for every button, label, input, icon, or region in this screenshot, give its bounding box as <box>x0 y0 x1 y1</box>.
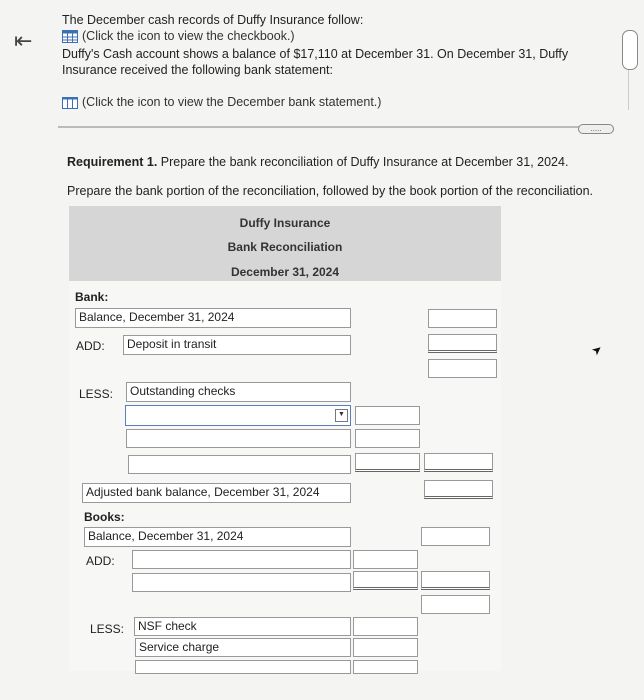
more-button[interactable]: ..... <box>578 124 614 134</box>
statement-title: Bank Reconciliation <box>227 240 343 254</box>
checkbook-link[interactable] <box>62 28 568 44</box>
instruction-text: Prepare the bank portion of the reconciliation, followed by the book portion of the reconciliation. <box>67 184 594 198</box>
outstanding-check-select-2[interactable] <box>126 429 351 448</box>
books-less-label: LESS: <box>90 622 125 636</box>
bank-balance-label: Balance, December 31, 2024 <box>75 308 351 328</box>
books-subtotal-amount[interactable] <box>421 595 490 614</box>
service-charge-amount[interactable] <box>353 638 418 657</box>
adjusted-bank-balance-label: Adjusted bank balance, December 31, 2024 <box>82 483 351 503</box>
intro-line-4: Insurance received the following bank statement: <box>62 63 333 77</box>
bank-balance-amount[interactable] <box>428 309 497 328</box>
requirement-text <box>67 155 568 169</box>
statement-link-text[interactable]: (Click the icon to view the December bank statement.) <box>82 97 382 109</box>
outstanding-check-amount-2[interactable] <box>355 429 420 448</box>
outstanding-check-select[interactable] <box>125 405 351 426</box>
books-add-select-2[interactable] <box>132 573 351 592</box>
outstanding-checks-label: Outstanding checks <box>126 382 351 402</box>
books-add-total[interactable] <box>421 571 490 590</box>
deposit-in-transit-label: Deposit in transit <box>123 335 351 355</box>
books-less-select-3[interactable] <box>135 660 351 674</box>
books-add-amount-2[interactable] <box>353 571 418 590</box>
deposit-in-transit-amount[interactable] <box>428 334 497 353</box>
books-add-amount-1[interactable] <box>353 550 418 569</box>
scrollbar-thumb[interactable] <box>622 30 638 70</box>
scrollbar-track <box>628 70 629 110</box>
checkbook-link-text[interactable]: (Click the icon to view the checkbook.) <box>82 29 295 43</box>
outstanding-check-amount-3[interactable] <box>355 453 420 472</box>
mouse-cursor-icon: ➤ <box>588 341 606 359</box>
table-icon[interactable] <box>62 30 78 43</box>
requirement-label: Requirement 1. <box>67 155 158 169</box>
book-balance-label: Balance, December 31, 2024 <box>84 527 351 547</box>
outstanding-check-select-3[interactable] <box>128 455 351 474</box>
bank-section-label: Bank: <box>75 290 109 304</box>
statement-link-clipped[interactable] <box>62 97 482 109</box>
books-add-label: ADD: <box>86 554 115 568</box>
bank-less-label: LESS: <box>79 387 114 401</box>
company-name: Duffy Insurance <box>239 216 331 230</box>
adjusted-bank-balance-amount[interactable] <box>424 480 493 499</box>
table-icon[interactable] <box>62 97 78 109</box>
books-less-amount-3[interactable] <box>353 660 418 674</box>
outstanding-checks-total[interactable] <box>424 453 493 472</box>
book-balance-amount[interactable] <box>421 527 490 546</box>
service-charge-label: Service charge <box>135 638 351 657</box>
intro-line-3: Duffy's Cash account shows a balance of $17,110 at December 31. On December 31, Duffy <box>62 47 569 61</box>
books-section-label: Books: <box>84 510 125 524</box>
bank-add-label: ADD: <box>76 339 105 353</box>
intro-line-1: The December cash records of Duffy Insurance follow: <box>62 13 364 27</box>
outstanding-check-amount-1[interactable] <box>355 406 420 425</box>
statement-date: December 31, 2024 <box>230 265 340 279</box>
books-add-select-1[interactable] <box>132 550 351 569</box>
section-divider <box>58 126 613 128</box>
bank-subtotal-amount[interactable] <box>428 359 497 378</box>
nsf-check-label: NSF check <box>134 617 351 636</box>
requirement-body: Prepare the bank reconciliation of Duffy Insurance at December 31, 2024. <box>157 155 569 169</box>
nsf-check-amount[interactable] <box>353 617 418 636</box>
back-arrow-icon[interactable]: ⇤ <box>14 28 33 53</box>
problem-intro <box>62 12 568 78</box>
dropdown-arrow-icon[interactable]: ▼ <box>335 409 348 422</box>
